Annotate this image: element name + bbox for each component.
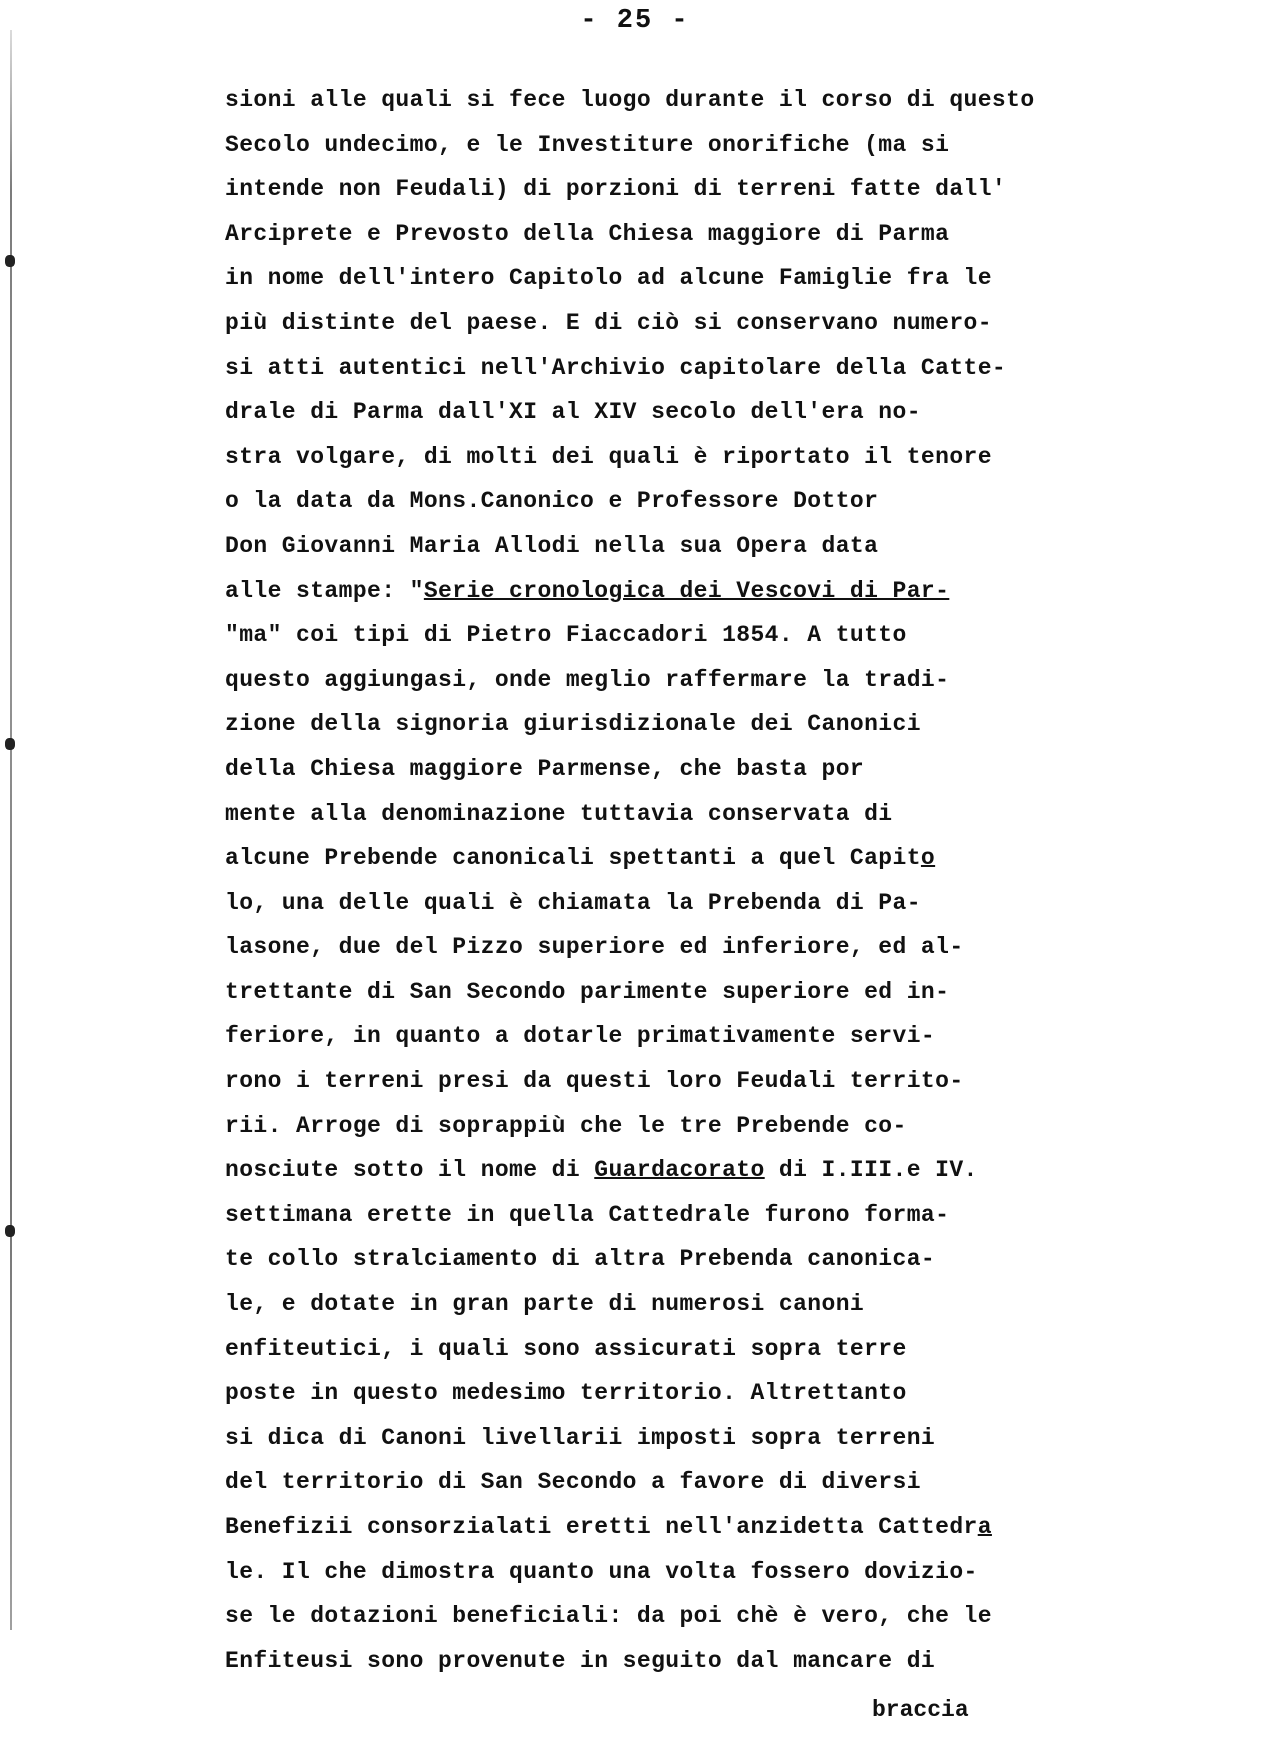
line-text: rii. Arroge di soprappiù che le tre Prebende co- [225,1112,907,1139]
line-text: Secolo undecimo, e le Investiture onorifiche (ma si [225,131,950,158]
line-text: enfiteutici, i quali sono assicurati sopra terre [225,1335,907,1362]
text-line [225,925,1225,970]
text-line [225,1059,1225,1104]
line-text: nosciute sotto il nome di [225,1157,595,1184]
line-text: le. Il che dimostra quanto una volta fossero dovizio- [225,1558,978,1585]
line-text: questo aggiungasi, onde meglio raffermare la tradi- [225,666,950,693]
text-line [225,702,1225,747]
line-text: zione della signoria giurisdizionale dei Canonici [225,711,921,738]
line-text: sioni alle quali si fece luogo durante il corso di questo [225,87,1035,113]
line-text: intende non Feudali) di porzioni di terreni fatte dall' [225,176,1007,203]
text-line [225,1416,1225,1461]
line-text: "ma" coi tipi di Pietro Fiaccadori 1854. A tutto [225,622,907,649]
hole-punch-mark [5,255,15,267]
text-line [225,1014,1225,1059]
line-text: o la data da Mons.Canonico e Professore Dottor [225,488,879,515]
text-line [225,1148,1225,1193]
text-line [225,1327,1225,1372]
line-text: feriore, in quanto a dotarle primativamente servi- [225,1023,936,1050]
text-line [225,435,1225,480]
line-text: mente alla denominazione tuttavia conservata di [225,800,893,827]
line-text: Don Giovanni Maria Allodi nella sua Opera data [225,532,879,559]
text-line [225,479,1225,524]
text-line [225,1550,1225,1595]
text-line [225,390,1225,435]
line-text: Benefizii consorzialati eretti nell'anzidetta Cattedr [225,1514,978,1540]
underlined-text: Guardacorato [594,1157,765,1184]
text-line [225,658,1225,703]
line-text: si atti autentici nell'Archivio capitolare della Catte- [225,354,1007,381]
line-text: lasone, due del Pizzo superiore ed inferiore, ed al- [225,934,964,961]
line-text: in nome dell'intero Capitolo ad alcune Famiglie fra le [225,265,992,292]
text-line [225,747,1225,792]
line-text: poste in questo medesimo territorio. Altrettanto [225,1380,907,1407]
text-line [225,1639,1225,1684]
text-line [225,613,1225,658]
line-text: Enfiteusi sono provenute in seguito dal mancare di [225,1647,936,1674]
text-line [225,836,1225,881]
line-text: stra volgare, di molti dei quali è riportato il tenore [225,443,992,470]
text-line [225,1594,1225,1639]
text-line [225,1193,1225,1238]
text-line [225,569,1225,614]
line-text: di I.III.e IV. [764,1157,978,1184]
text-line [225,123,1225,168]
page-number: - 25 - [580,6,690,36]
text-line [225,970,1225,1015]
line-text: drale di Parma dall'XI al XIV secolo dell'era no- [225,399,921,426]
underlined-text: Serie cronologica dei Vescovi di Par- [423,577,950,604]
text-line [225,301,1225,346]
line-text: della Chiesa maggiore Parmense, che basta por [225,755,865,782]
line-text: se le dotazioni beneficiali: da poi chè è vero, che le [225,1603,992,1630]
text-line [225,167,1225,212]
line-text: Arciprete e Prevosto della Chiesa maggiore di Parma [225,220,950,247]
text-line [225,1505,1225,1550]
text-line [225,346,1225,391]
hole-punch-mark [5,1225,15,1237]
hole-punch-mark [5,738,15,750]
line-text: lo, una delle quali è chiamata la Prebenda di Pa- [225,889,921,916]
line-text: più distinte del paese. E di ciò si conservano numero- [225,309,992,336]
line-text: alle stampe: " [225,577,424,604]
text-line [225,1237,1225,1282]
text-line [225,256,1225,301]
line-text: rono i terreni presi da questi loro Feudali territo- [225,1068,964,1095]
line-text: te collo stralciamento di altra Prebenda canonica- [225,1246,936,1273]
line-text: alcune Prebende canonicali spettanti a quel Capit [225,845,921,872]
text-line [225,1460,1225,1505]
text-line [225,78,1225,123]
line-text: settimana erette in quella Cattedrale furono forma- [225,1201,950,1228]
body-text [225,78,1225,1683]
text-line [225,1371,1225,1416]
text-line [225,1282,1225,1327]
underlined-text: o [920,845,936,872]
line-text: del territorio di San Secondo a favore di diversi [225,1469,921,1496]
underlined-text: a [977,1514,992,1540]
text-line [225,881,1225,926]
text-line [225,792,1225,837]
catchword: braccia [872,1697,969,1723]
line-text: trettante di San Secondo parimente superiore ed in- [225,978,950,1005]
text-line [225,1104,1225,1149]
binding-margin-line [10,30,12,1630]
text-line [225,212,1225,257]
text-line [225,524,1225,569]
line-text: le, e dotate in gran parte di numerosi canoni [225,1291,865,1318]
line-text: si dica di Canoni livellarii imposti sopra terreni [225,1424,936,1451]
